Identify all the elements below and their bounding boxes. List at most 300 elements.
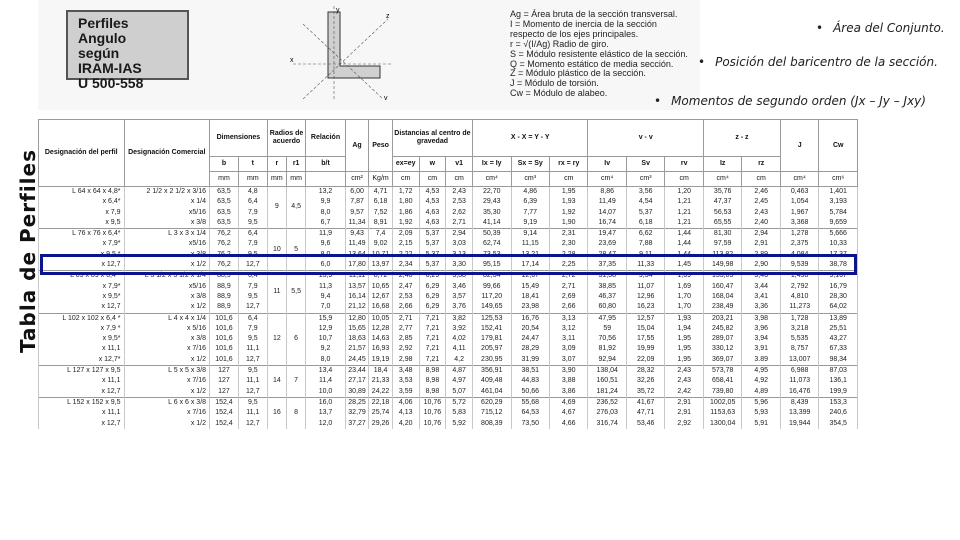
- sub-header: rv: [665, 157, 704, 172]
- table-cell: 10,71: [369, 250, 393, 260]
- table-cell: 5: [287, 229, 306, 271]
- table-cell: x 11,1: [39, 376, 125, 386]
- table-cell: 715,12: [473, 408, 511, 418]
- table-cell: 2,94: [742, 229, 781, 240]
- table-cell: 3,218: [780, 324, 818, 334]
- table-cell: 38,78: [819, 260, 858, 271]
- table-cell: 6,39: [511, 197, 549, 207]
- table-cell: 1,44: [665, 239, 704, 249]
- unit-header: cm⁴: [780, 172, 818, 187]
- table-cell: 27,17: [345, 376, 369, 386]
- table-cell: 16,476: [780, 387, 818, 398]
- table-cell: x 7/16: [124, 344, 210, 354]
- table-cell: 0,463: [780, 187, 818, 198]
- table-cell: 4,89: [742, 387, 781, 398]
- table-cell: 9,2: [306, 344, 346, 354]
- table-cell: 152,4: [210, 397, 239, 408]
- sub-header: t: [238, 157, 267, 172]
- table-cell: 12,96: [626, 292, 664, 302]
- table-cell: 12,80: [345, 313, 369, 324]
- table-cell: 11,3: [306, 282, 346, 292]
- table-cell: 1,21: [665, 218, 704, 229]
- table-cell: 1,92: [549, 208, 588, 218]
- table-cell: 2,92: [392, 344, 419, 354]
- table-cell: 1,95: [549, 187, 588, 198]
- table-cell: x 12,7: [39, 260, 125, 271]
- table-cell: 10,76: [419, 397, 446, 408]
- table-cell: 1,80: [392, 197, 419, 207]
- table-cell: 1,95: [665, 334, 704, 344]
- table-cell: 1,90: [549, 218, 588, 229]
- table-cell: x 9,5*: [39, 334, 125, 344]
- table-cell: 76,2: [210, 239, 239, 249]
- col-header: Peso: [369, 120, 393, 172]
- table-cell: 23,44: [345, 366, 369, 377]
- table-cell: 3,07: [549, 355, 588, 366]
- table-cell: 238,49: [703, 302, 741, 313]
- header-figure: [38, 0, 700, 110]
- table-cell: x 12,7: [39, 387, 125, 398]
- table-row: [39, 366, 858, 377]
- table-cell: 2,43: [446, 187, 473, 198]
- table-cell: x 7,9: [39, 208, 125, 218]
- table-row: [39, 229, 858, 240]
- table-cell: 28,30: [819, 292, 858, 302]
- table-cell: 3,92: [446, 324, 473, 334]
- table-cell: 11,33: [626, 260, 664, 271]
- table-cell: 62,74: [473, 239, 511, 249]
- table-cell: 3,03: [446, 239, 473, 249]
- table-cell: 1,72: [392, 187, 419, 198]
- table-body: [39, 187, 858, 429]
- table-cell: 2,53: [392, 292, 419, 302]
- table-cell: x5/16: [124, 239, 210, 249]
- legend-line: J = Módulo de torsión.: [510, 78, 599, 89]
- table-cell: 64,02: [819, 302, 858, 313]
- col-header: J: [780, 120, 818, 172]
- table-cell: 2,91: [742, 239, 781, 249]
- table-cell: 15,49: [511, 282, 549, 292]
- table-cell: 289,07: [703, 334, 741, 344]
- table-cell: 38,51: [511, 366, 549, 377]
- table-cell: 1,95: [665, 355, 704, 366]
- table-cell: 6,00: [345, 187, 369, 198]
- table-cell: 2,53: [446, 197, 473, 207]
- table-cell: 16,23: [626, 302, 664, 313]
- table-cell: 13,57: [345, 282, 369, 292]
- legend-line: S = Módulo resistente elástico de la sección.: [510, 48, 688, 59]
- table-cell: 2,46: [742, 187, 781, 198]
- table-cell: 4,63: [419, 208, 446, 218]
- table-cell: 63,5: [210, 208, 239, 218]
- table-cell: 2,34: [392, 260, 419, 271]
- table-cell: 4,53: [419, 187, 446, 198]
- table-cell: 4,06: [392, 397, 419, 408]
- table-cell: 2,30: [549, 239, 588, 249]
- table-cell: 14,63: [369, 334, 393, 344]
- col-header: v - v: [588, 120, 703, 157]
- table-cell: 356,91: [473, 366, 511, 377]
- table-cell: 32,26: [626, 376, 664, 386]
- table-cell: 117,20: [473, 292, 511, 302]
- table-cell: 50,66: [511, 387, 549, 398]
- table-cell: 13,007: [780, 355, 818, 366]
- table-cell: 87,03: [819, 366, 858, 377]
- table-cell: 3,41: [742, 292, 781, 302]
- table-cell: 2,71: [392, 313, 419, 324]
- table-cell: 50,39: [473, 229, 511, 240]
- table-cell: 1,70: [665, 302, 704, 313]
- table-cell: 2,91: [665, 408, 704, 418]
- table-row: [39, 187, 858, 198]
- table-cell: 2,85: [392, 334, 419, 344]
- bullet-list: [620, 0, 960, 115]
- axis-label: x: [290, 57, 294, 64]
- table-cell: 11,1: [238, 408, 267, 418]
- table-cell: 236,52: [588, 397, 626, 408]
- table-cell: 23,69: [588, 239, 626, 249]
- table-cell: 55,68: [511, 397, 549, 408]
- table-cell: 1,95: [665, 344, 704, 354]
- table-cell: 739,80: [703, 387, 741, 398]
- table-cell: 95,15: [473, 260, 511, 271]
- table-cell: 63,5: [210, 187, 239, 198]
- col-header: Designación del perfil: [39, 120, 125, 187]
- table-cell: 73,53: [473, 250, 511, 260]
- table-cell: 658,41: [703, 376, 741, 386]
- table-cell: 6,29: [419, 302, 446, 313]
- table-cell: 1,44: [665, 229, 704, 240]
- table-cell: 5,92: [446, 419, 473, 429]
- unit-header: cm³: [511, 172, 549, 187]
- table-cell: 13,399: [780, 408, 818, 418]
- table-cell: 24,47: [511, 334, 549, 344]
- table-cell: 9,5: [238, 292, 267, 302]
- table-cell: 1,92: [392, 218, 419, 229]
- table-cell: x 7,9 *: [39, 324, 125, 334]
- table-cell: 16: [267, 397, 286, 428]
- table-cell: 7,87: [345, 197, 369, 207]
- table-cell: 3,82: [446, 313, 473, 324]
- table-cell: 17,80: [345, 260, 369, 271]
- table-cell: L 64 x 64 x 4,8*: [39, 187, 125, 198]
- unit-header: cm⁴: [588, 172, 626, 187]
- table-cell: x 5/16: [124, 324, 210, 334]
- table-cell: 9,9: [306, 197, 346, 207]
- table-cell: 2,94: [446, 229, 473, 240]
- table-cell: 9,14: [511, 229, 549, 240]
- table-cell: 32,79: [345, 408, 369, 418]
- table-cell: 18,63: [345, 334, 369, 344]
- table-cell: 1,69: [665, 271, 704, 282]
- table-cell: 4,87: [446, 366, 473, 377]
- table-cell: 25,74: [369, 408, 393, 418]
- table-cell: 245,82: [703, 324, 741, 334]
- table-cell: 28,32: [626, 366, 664, 377]
- table-cell: 101,6: [210, 324, 239, 334]
- table-cell: 64,53: [511, 408, 549, 418]
- table-cell: 5,784: [819, 208, 858, 218]
- table-cell: 3,56: [626, 187, 664, 198]
- table-cell: 28,47: [588, 250, 626, 260]
- table-cell: 240,6: [819, 408, 858, 418]
- table-cell: 6,18: [626, 218, 664, 229]
- table-cell: 60,80: [588, 302, 626, 313]
- table-cell: 20,54: [511, 324, 549, 334]
- unit-header: cm²: [345, 172, 369, 187]
- table-cell: L 3 1/2 x 3 1/2 x 1/4: [124, 271, 210, 282]
- legend-line: I = Momento de inercia de la sección: [510, 18, 657, 29]
- table-cell: 8,72: [369, 271, 393, 282]
- axis-label: v: [384, 95, 388, 102]
- unit-header: mm: [267, 172, 286, 187]
- table-row: [39, 397, 858, 408]
- table-cell: 9,5: [238, 334, 267, 344]
- table-cell: 7,21: [419, 313, 446, 324]
- table-cell: 47,37: [703, 197, 741, 207]
- bullet-item: • Área del Conjunto.: [816, 21, 945, 35]
- sub-header: r1: [287, 157, 306, 172]
- table-cell: 7,52: [369, 208, 393, 218]
- table-cell: 8,0: [306, 208, 346, 218]
- table-cell: 4,86: [511, 187, 549, 198]
- table-row: [39, 197, 858, 207]
- table-cell: 24,22: [369, 387, 393, 398]
- table-cell: x5/16: [124, 282, 210, 292]
- table-cell: 7,9: [238, 324, 267, 334]
- table-cell: 6,4: [238, 271, 267, 282]
- table-cell: 3,09: [549, 344, 588, 354]
- table-cell: 63,5: [210, 197, 239, 207]
- table-cell: 5,535: [780, 334, 818, 344]
- table-cell: 133,09: [703, 271, 741, 282]
- table-cell: 6,62: [626, 229, 664, 240]
- table-cell: 9,167: [819, 271, 858, 282]
- table-cell: 230,95: [473, 355, 511, 366]
- table-cell: 98,34: [819, 355, 858, 366]
- table-cell: 11: [267, 271, 286, 313]
- table-cell: 13,97: [369, 260, 393, 271]
- table-cell: 3,96: [742, 324, 781, 334]
- table-cell: 38,85: [588, 282, 626, 292]
- table-cell: 7,21: [419, 334, 446, 344]
- table-cell: 7,21: [419, 324, 446, 334]
- table-cell: 199,9: [819, 387, 858, 398]
- table-cell: 136,1: [819, 376, 858, 386]
- table-cell: 13,7: [306, 408, 346, 418]
- table-cell: 316,74: [588, 419, 626, 429]
- table-cell: 11,073: [780, 376, 818, 386]
- table-cell: 13,89: [819, 313, 858, 324]
- unit-header: cm: [446, 172, 473, 187]
- table-cell: L 89 x 89 x 6,4 *: [39, 271, 125, 282]
- sub-header: Sv: [626, 157, 664, 172]
- table-cell: L 5 x 5 x 3/8: [124, 366, 210, 377]
- table-cell: 4,8: [238, 187, 267, 198]
- unit-header: Kg/m: [369, 172, 393, 187]
- table-row: [39, 218, 858, 229]
- legend-line: Q = Momento estático de media sección.: [510, 58, 674, 69]
- table-cell: 6,4: [238, 197, 267, 207]
- table-cell: 5,37: [626, 208, 664, 218]
- table-cell: 6,0: [306, 260, 346, 271]
- col-header: Designación Comercial: [124, 120, 210, 187]
- table-cell: x5/16: [124, 208, 210, 218]
- table-cell: 4,53: [419, 197, 446, 207]
- col-header: Dimensiones: [210, 120, 268, 157]
- sub-header: Sx = Sy: [511, 157, 549, 172]
- table-cell: 2,31: [549, 229, 588, 240]
- table-cell: 21,33: [369, 376, 393, 386]
- table-cell: 6,29: [419, 292, 446, 302]
- table-cell: 11,1: [238, 344, 267, 354]
- table-cell: 3,59: [392, 387, 419, 398]
- table-cell: 2,98: [392, 355, 419, 366]
- table-cell: 22,70: [473, 187, 511, 198]
- table-cell: 2,15: [392, 239, 419, 249]
- table-cell: 1,401: [819, 187, 858, 198]
- table-row: [39, 408, 858, 418]
- col-header: X - X = Y - Y: [473, 120, 588, 157]
- table-cell: 19,47: [588, 229, 626, 240]
- table-cell: 2,71: [446, 218, 473, 229]
- table-cell: 1153,63: [703, 408, 741, 418]
- table-cell: 11,11: [345, 271, 369, 282]
- table-cell: L 4 x 4 x 1/4: [124, 313, 210, 324]
- table-cell: 2,09: [392, 229, 419, 240]
- table-cell: 9: [267, 187, 286, 229]
- table-cell: 12,9: [306, 324, 346, 334]
- table-cell: 2,71: [549, 282, 588, 292]
- table-cell: 276,03: [588, 408, 626, 418]
- table-cell: 18,4: [369, 366, 393, 377]
- table-cell: 11,4: [306, 376, 346, 386]
- table-cell: 82,34: [473, 271, 511, 282]
- table-cell: 808,39: [473, 419, 511, 429]
- table-cell: 99,66: [473, 282, 511, 292]
- table-cell: 1,86: [392, 208, 419, 218]
- table-cell: 53,46: [626, 419, 664, 429]
- table-cell: 88,9: [210, 282, 239, 292]
- unit-header: cm: [665, 172, 704, 187]
- table-cell: 11,49: [588, 197, 626, 207]
- table-cell: 4,02: [446, 334, 473, 344]
- table-cell: 153,3: [819, 397, 858, 408]
- table-cell: 2,42: [665, 387, 704, 398]
- table-cell: 30,89: [345, 387, 369, 398]
- table-cell: 3,38: [446, 271, 473, 282]
- col-header: Ag: [345, 120, 369, 172]
- table-cell: x 12,7*: [39, 355, 125, 366]
- table-cell: 2,72: [549, 271, 588, 282]
- table-cell: 113,82: [703, 250, 741, 260]
- table-cell: 22,18: [369, 397, 393, 408]
- table-cell: 127: [210, 376, 239, 386]
- table-cell: 11,9: [306, 229, 346, 240]
- table-cell: x 7,9*: [39, 239, 125, 249]
- table-cell: 9,539: [780, 260, 818, 271]
- table-cell: 19,19: [369, 355, 393, 366]
- table-row: [39, 313, 858, 324]
- table-cell: 24,45: [345, 355, 369, 366]
- table-cell: 2,40: [742, 218, 781, 229]
- sub-header: b/t: [306, 157, 346, 172]
- table-cell: 9,11: [626, 250, 664, 260]
- table-cell: 8,91: [369, 218, 393, 229]
- table-cell: 354,5: [819, 419, 858, 429]
- table-cell: 73,50: [511, 419, 549, 429]
- bullet-item: • Momentos de segundo orden (Jx – Jy – Jxy): [654, 94, 926, 108]
- table-cell: 13,2: [306, 187, 346, 198]
- header-title-box: [66, 10, 189, 91]
- table-cell: 3,46: [742, 271, 781, 282]
- table-cell: 9,5: [238, 366, 267, 377]
- table-cell: 70,56: [588, 334, 626, 344]
- table-cell: 101,6: [210, 334, 239, 344]
- table-cell: 17,14: [511, 260, 549, 271]
- table-cell: 11,15: [511, 239, 549, 249]
- table-cell: 6,4: [238, 229, 267, 240]
- table-cell: 44,83: [511, 376, 549, 386]
- table-cell: L 102 x 102 x 6,4 *: [39, 313, 125, 324]
- unit-header: cm⁴: [703, 172, 741, 187]
- table-cell: 1,20: [665, 187, 704, 198]
- table-cell: 31,99: [511, 355, 549, 366]
- table-cell: 181,24: [588, 387, 626, 398]
- table-cell: 461,04: [473, 387, 511, 398]
- table-cell: 6,7: [306, 218, 346, 229]
- table-cell: L 6 x 6 x 3/8: [124, 397, 210, 408]
- table-cell: 12,7: [238, 302, 267, 313]
- table-cell: 12,7: [238, 260, 267, 271]
- table-cell: 3,12: [549, 324, 588, 334]
- table-cell: 2,43: [665, 376, 704, 386]
- table-cell: 9,659: [819, 218, 858, 229]
- table-cell: 179,81: [473, 334, 511, 344]
- legend-line: respecto de los ejes principales.: [510, 28, 639, 39]
- table-cell: 3,368: [780, 218, 818, 229]
- table-cell: 12,67: [369, 292, 393, 302]
- table-cell: 125,53: [473, 313, 511, 324]
- table-cell: 35,30: [473, 208, 511, 218]
- col-header: Radios de acuerdo: [267, 120, 305, 157]
- table-cell: 4,084: [780, 250, 818, 260]
- table-cell: 11,07: [626, 282, 664, 292]
- table-cell: 1,054: [780, 197, 818, 207]
- table-cell: 76,2: [210, 250, 239, 260]
- table-cell: 5,37: [419, 229, 446, 240]
- table-cell: 152,4: [210, 419, 239, 429]
- table-cell: 37,27: [345, 419, 369, 429]
- table-cell: 3,90: [549, 366, 588, 377]
- table-cell: 2,43: [665, 366, 704, 377]
- title-line: Perfiles Angulo: [78, 15, 129, 46]
- table-cell: 8,98: [419, 376, 446, 386]
- table-cell: 4,97: [446, 376, 473, 386]
- table-cell: 1,94: [665, 324, 704, 334]
- table-cell: 12,0: [306, 419, 346, 429]
- table-cell: 330,12: [703, 344, 741, 354]
- table-cell: 41,14: [473, 218, 511, 229]
- table-cell: 5,37: [419, 250, 446, 260]
- table-cell: 3,193: [819, 197, 858, 207]
- table-cell: 9,57: [345, 208, 369, 218]
- table-cell: 88,9: [210, 292, 239, 302]
- table-cell: 8,439: [780, 397, 818, 408]
- table-cell: 11,34: [345, 218, 369, 229]
- unit-header: cm⁴: [473, 172, 511, 187]
- col-header: Cw: [819, 120, 858, 172]
